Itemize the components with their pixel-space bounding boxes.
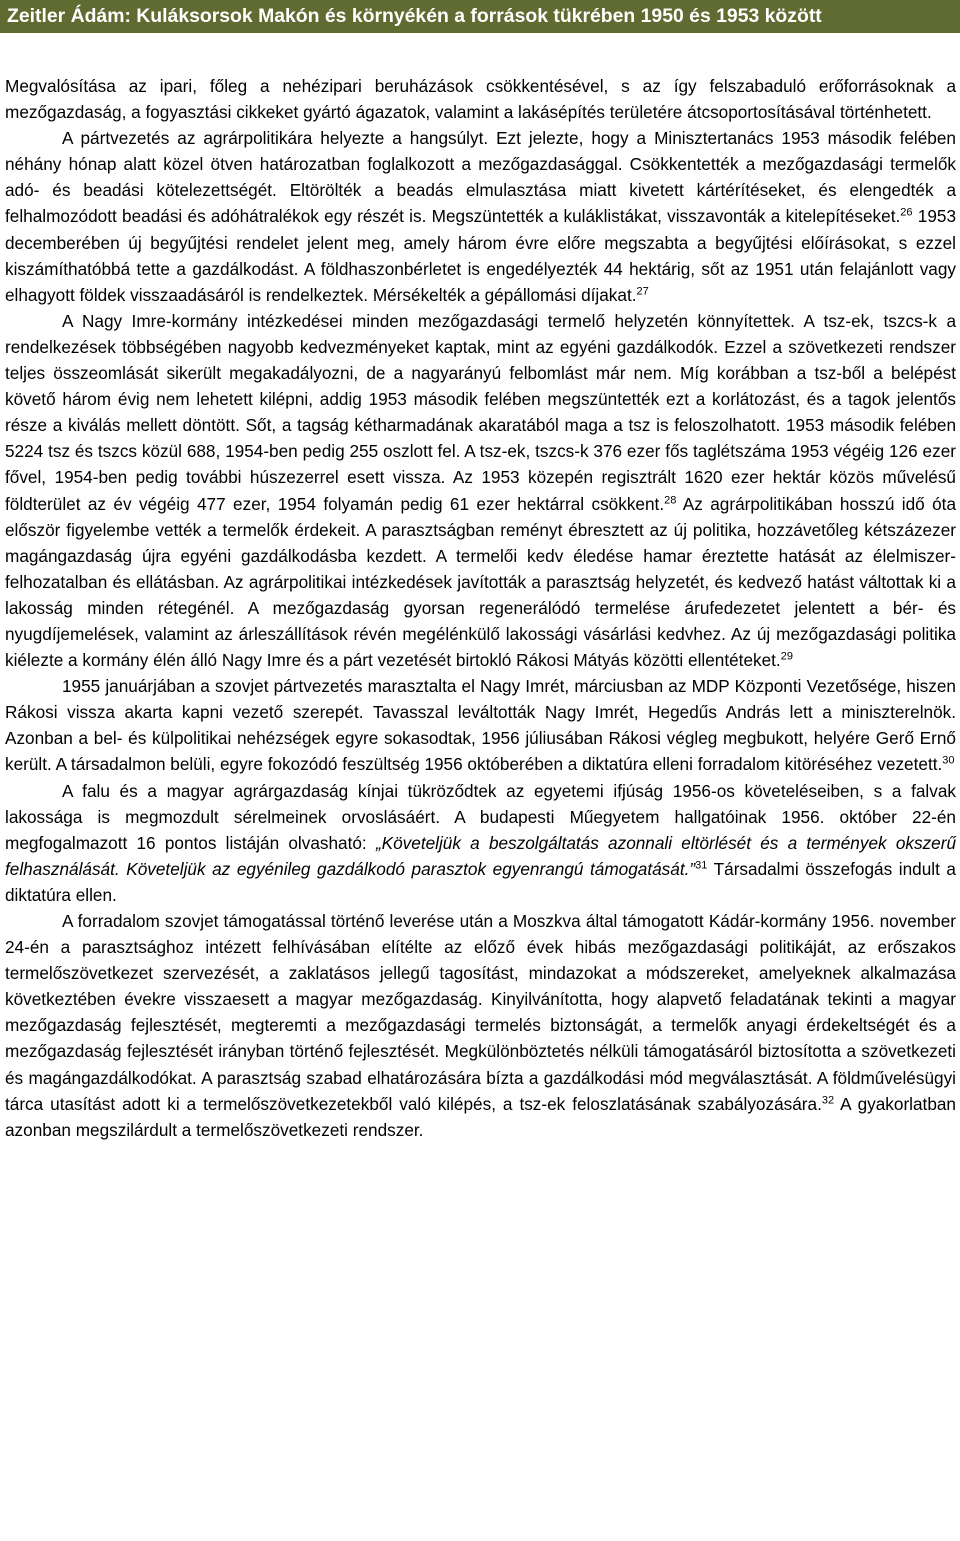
header-bar: [0, 0, 960, 33]
demands-quote: „Követeljük a beszolgáltatás azonnali eltörlését és a termények okszerű felhasználását. Követeljük az egyénileg gazdálkodó parasztok egyenrangú támogatását.”: [5, 832, 956, 879]
paragraph-6-text-b: A gyakorlatban azonban megszilárdult a termelőszövetkezeti rendszer.: [5, 1093, 956, 1140]
paragraph-3-text-a: A Nagy Imre-kormány intézkedései minden mezőgazdasági termelő helyzetén könnyítettek. A tsz-ek, tszcs-k a rendelkezések többségében nagyobb kedvezményeket kaptak, mint az egyéni gazdálkodók. Ezzel a szövetkezeti rendszer teljes összeomlását sikerült megakadályozni, de a nagyarányú felbomlást már nem. Míg korábban a tsz-ből a belépést követő három évig nem lehetett kilépni, addig 1953 második felében megszüntették ezt a korlátozást, és a tagok jelentős része a kiválás mellett döntött. Sőt, a tagság kétharmadának akaratából maga a tsz is feloszolhatott. 1953 második felében 5224 tsz és tszcs közül 688, 1954-ben pedig 255 oszlott fel. A tsz-ek, tszcs-k 376 ezer fős taglétszáma 1953 végéig 126 ezer fővel, 1954-ben pedig további húszezerrel esett vissza. Az 1953 közepén regisztrált 1620 ezer hektár közös művelésű földterület az év végéig 477 ezer, 1954 folyamán pedig 61 ezer hektárral csökkent.: [5, 310, 956, 514]
paragraph-3-text-b: Az agrárpolitikában hosszú idő óta először figyelembe vették a termelők érdekeit. A parasztságban reményt ébresztett az új politika, hozzávetőleg kétszázezer magángazdaság újra egyéni gazdálkodásba kezdett. A termelői kedv éledése hamar éreztette hatását az élelmiszer-felhozatalban és ellátásban. Az agrárpolitikai intézkedések javították a parasztság helyzetét, és kedvező hatást váltottak ki a lakosság minden rétegénél. A mezőgazdaság gyorsan regenerálódó termelése árufedezetet jelentett a bér- és nyugdíjemelések, valamint az árleszállítások révén megélénkülő lakossági vásárlási kedvhez. Az új mezőgazdasági politika kiélezte a kormány élén álló Nagy Imre és a párt vezetését birtokló Rákosi Mátyás közötti ellentéteket.: [5, 493, 957, 671]
footnote-ref-32[interactable]: 32: [821, 1093, 835, 1106]
page-header-title: Zeitler Ádám: Kuláksorsok Makón és környékén a források tükrében 1950 és 1953 között: [7, 5, 822, 27]
paragraph-5-text-b: Társadalmi összefogás indult a diktatúra ellen.: [5, 858, 956, 905]
paragraph-5: [5, 778, 956, 908]
paragraph-4-text: 1955 januárjában a szovjet pártvezetés marasztalta el Nagy Imrét, márciusban az MDP Központi Vezetősége, hiszen Rákosi vissza akarta kapni vezető szerepét. Tavasszal leváltották Nagy Imrét, Hegedűs András lett a miniszterelnök. Azonban a bel- és külpolitikai nehézségek egyre sokasodtak, 1956 júliusában Rákosi végleg megbukott, helyére Gerő Ernő került. A társadalmon belüli, egyre fokozódó feszültség 1956 októberében a diktatúra elleni forradalom kitöréséhez vezetett.: [5, 676, 956, 775]
footnote-ref-30[interactable]: 30: [942, 754, 955, 767]
footnote-ref-27[interactable]: 27: [636, 285, 649, 298]
footnote-ref-26[interactable]: 26: [900, 206, 913, 219]
footnote-ref-31[interactable]: 31: [695, 859, 708, 872]
paragraph-2-text-b: 1953 decemberében új begyűjtési rendelet jelent meg, amely három évre előre megszabta a begyűjtési előírásokat, s ezzel kiszámíthatóbbá tette a gazdálkodást. A földhaszonbérletet is engedélyezték 44 hektárig, sőt az 1951 után felajánlott vagy elhagyott földek visszaadásáról is rendelkeztek. Mérsékelték a gépállomási díjakat.: [5, 206, 957, 305]
paragraph-6-text-a: A forradalom szovjet támogatással történő leverése után a Moszkva által támogatott Kádár-kormány 1956. november 24-én a parasztsághoz intézett felhívásában elítélte az előző évek hibás mezőgazdasági politikáját, az erőszakos termelőszövetkezet szervezését, a zaklatásos jellegű tagosítást, mindazokat a módszereket, amelyeknek alkalmazása következtében évekre visszaesett a magyar mezőgazdaság. Kinyilvánította, hogy alapvető feladatának tekinti a magyar mezőgazdaság fejlesztését, megteremti a mezőgazdasági termelés biztonságát, a termelők anyagi érdekeltségét és a mezőgazdaság fejlesztését irányban történő fejlesztését. Megkülönböztetés nélküli támogatásáról biztosította a szövetkezeti és magángazdálkodókat. A parasztság szabad elhatározására bízta a gazdálkodási mód megválasztását. A földművelésügyi tárca utasítást adott ki a termelőszövetkezetekből való kilépés, a tsz-ek feloszlatásának szabályozására.: [5, 911, 956, 1114]
paragraph-1-text: Megvalósítása az ipari, főleg a nehézipari beruházások csökkentésével, s az így felszabaduló erőforrásoknak a mezőgazdaság, a fogyasztási cikkeket gyártó ágazatok, valamint a lakásépítés területére átcsoportosításával történhetett.: [5, 76, 956, 123]
paragraph-3: [5, 308, 956, 673]
footnote-ref-29[interactable]: 29: [780, 650, 793, 663]
paragraph-2: [5, 125, 956, 308]
paragraph-6: [5, 908, 956, 1143]
document-body: [5, 73, 956, 1143]
paragraph-5-text-a: A falu és a magyar agrárgazdaság kínjai tükröződtek az egyetemi ifjúság 1956-os követeléseiben, s a falvak lakossága is megmozdult sérelmeinek orvoslásáért. A budapesti Műegyetem hallgatóinak 1956. október 22-én megfogalmazott 16 pontos listáján olvasható:: [5, 780, 956, 853]
paragraph-4: [5, 673, 956, 777]
footnote-ref-28[interactable]: 28: [664, 493, 677, 506]
paragraph-2-text-a: A pártvezetés az agrárpolitikára helyezte a hangsúlyt. Ezt jelezte, hogy a Minisztertanács 1953 második felében néhány hónap alatt közel ötven határozatban foglalkozott a mezőgazdasággal. Csökkentették a mezőgazdasági termelők adó- és beadási kötelezettségét. Eltörölték a beadás elmulasztása miatt kivetett kártérítéseket, és elengedték a felhalmozódott beadási és adóhátralékok egy részét is. Megszüntették a kuláklistákat, visszavonták a kitelepítéseket.: [5, 128, 956, 227]
paragraph-1: [5, 73, 956, 125]
